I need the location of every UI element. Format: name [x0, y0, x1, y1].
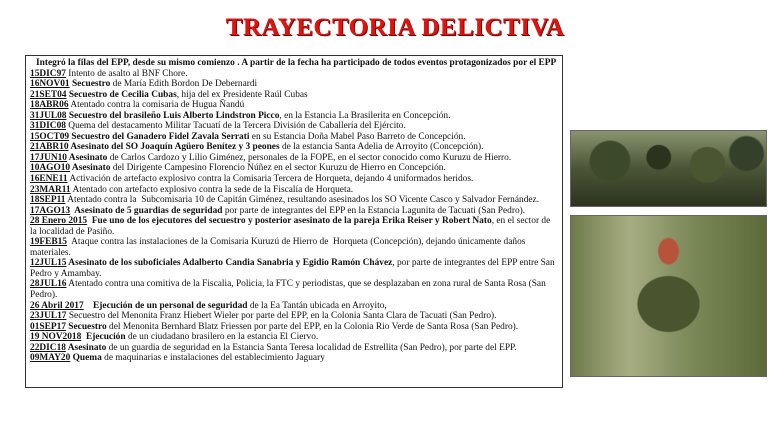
timeline-entry	[30, 343, 558, 354]
entry-text: por parte de integrantes del EPP en la Estancia Lagunita de Tacuati (San Pedro).	[222, 205, 526, 216]
entry-date: 15OCT09	[30, 131, 70, 142]
timeline-entry	[30, 185, 558, 196]
entry-date: 23MAR11	[30, 184, 71, 195]
entry-highlight: Quema	[70, 353, 102, 364]
timeline-box	[25, 55, 563, 388]
entry-text: Atentado contra la Subcomisaria 10 de Capitán Giménez, resultando asesinados los SO Vicente Casco y Salvador Fernández.	[65, 195, 540, 206]
entry-highlight: Secuestro	[69, 79, 111, 90]
entry-highlight: Ejecución de un personal de seguridad	[83, 300, 248, 311]
entry-text: , en el sector de la localidad de Pasiño.	[30, 216, 553, 237]
entry-date: 22DIC18	[30, 342, 66, 353]
entry-text: , en la Estancia La Brasilerita en Concepción.	[279, 110, 451, 121]
entry-text: de la Ea Tantán ubicada en Arroyito,	[247, 300, 387, 311]
timeline-entry	[30, 353, 558, 364]
entry-date: 26 Abril 2017	[30, 300, 84, 311]
entry-text: Atentado con artefacto explosivo contra la sede de la Fiscalía de Horqueta.	[70, 184, 354, 195]
timeline-entry	[30, 279, 558, 300]
entry-highlight: Asesinato	[66, 152, 108, 163]
entry-date: 12JUL15	[30, 258, 67, 269]
entry-text: Atentado contra la comisaria de Hugua Ñandú	[68, 100, 245, 111]
entry-date: 01SEP17	[30, 321, 66, 332]
entry-highlight: Secuestro del brasileño Luis Alberto Lindstron Picco	[66, 110, 280, 121]
timeline-entry	[30, 332, 558, 343]
timeline-entry	[30, 79, 558, 90]
entry-date: 23JUL17	[30, 311, 67, 322]
portrait-photo	[570, 215, 767, 377]
entry-highlight: Secuestro del Ganadero Fidel Zavala Serrati	[69, 131, 250, 142]
entry-date: 21ABR10	[30, 142, 69, 153]
entry-date: 18SEP11	[30, 195, 66, 206]
timeline-entry	[30, 216, 558, 237]
timeline-entry	[30, 153, 558, 164]
entry-text: de un guardia de seguridad en la Estancia Santa Teresa localidad de Estrellita (San Pedro), por parte del EPP.	[106, 342, 517, 353]
entry-date: 28 Enero 2015	[30, 216, 88, 227]
group-photo	[570, 130, 767, 207]
entry-text: de maquinarias e instalaciones del establecimiento Jaguary	[101, 353, 325, 364]
timeline-entry	[30, 206, 558, 217]
entry-date: 17AGO13	[30, 205, 71, 216]
entry-text: de Carlos Cardozo y Lilio Giménez, personales de la FOPE, en el sector conocido como Kuruzu de Hierro.	[107, 152, 512, 163]
page-title: TRAYECTORIA DELICTIVA	[225, 14, 565, 41]
entry-text: Ataque contra las instalaciones de la Comisaria Kuruzú de Hierro de Horqueta (Concepción), dejando únicamente daños materiales.	[30, 237, 528, 258]
entry-date: 31JUL08	[30, 110, 67, 121]
timeline-entry	[30, 69, 558, 80]
entry-text: Secuestro del Menonita Franz Hiebert Wieler por parte del EPP, en la Colonia Santa Clara de Tacuati (San Pedro).	[66, 311, 497, 322]
entry-date: 15DIC97	[30, 68, 66, 79]
timeline-entry	[30, 132, 558, 143]
entry-date: 19FEB15	[30, 237, 67, 248]
timeline-entry	[30, 142, 558, 153]
entry-highlight: Asesinato del SO Joaquín Agüero Benítez y 3 peones	[68, 142, 280, 153]
entry-highlight: Asesinato de 5 guardias de seguridad	[70, 205, 223, 216]
timeline-entry	[30, 301, 558, 312]
entry-text: de un ciudadano brasilero en la estancia El Ciervo.	[125, 332, 319, 343]
entry-highlight: Secuestro	[65, 321, 107, 332]
entry-highlight: Secuestro de Cecilia Cubas	[66, 89, 177, 100]
timeline-list	[30, 69, 558, 364]
entry-text: de la estancia Santa Adelia de Arroyito (Concepción).	[279, 142, 484, 153]
entry-text: de María Edith Bordon De Debernardi	[110, 79, 258, 90]
entry-date: 10AGO10	[30, 163, 71, 174]
entry-highlight: Asesinato	[65, 342, 107, 353]
entry-text: Activación de artefacto explosivo contra la Comisaria Tercera de Horqueta, dejando 4 uniformados heridos.	[67, 174, 474, 185]
entry-date: 28JUL16	[30, 279, 67, 290]
entry-highlight: Asesinato	[70, 163, 111, 174]
timeline-entry	[30, 90, 558, 101]
entry-text: del Dirigente Campesino Florencio Núñez en el sector Kuruzu de Hierro en Concepción.	[110, 163, 446, 174]
timeline-entry	[30, 163, 558, 174]
entry-text: , hija del ex Presidente Raúl Cubas	[176, 89, 308, 100]
entry-highlight: Ejecución	[81, 332, 126, 343]
entry-date: 21SET04	[30, 89, 67, 100]
entry-text: Quema del destacamento Militar Tacuatí de la Tercera División de Caballería del Ejército.	[65, 121, 406, 132]
timeline-entry	[30, 322, 558, 333]
timeline-entry	[30, 111, 558, 122]
entry-date: 09MAY20	[30, 353, 71, 364]
entry-text: del Menonita Bernhard Blatz Friessen por parte del EPP, en la Colonia Rio Verde de Santa Rosa (San Pedro).	[106, 321, 519, 332]
timeline-entry	[30, 174, 558, 185]
entry-highlight: Asesinato de los suboficiales Adalberto Candia Sanabria y Egidio Ramón Chávez	[66, 258, 393, 269]
entry-text: Intento de asalto al BNF Chore.	[65, 68, 188, 79]
entry-highlight: Fue uno de los ejecutores del secuestro y posterior asesinato de la pareja Erika Reiser y Robert Nato	[87, 216, 492, 227]
entry-text: Atentado contra una comitiva de la Fiscalia, Policia, la FTC y periodistas, que se desplazaban en zona rural de Santa Rosa (San Pedro).	[30, 279, 549, 301]
entry-date: 16NOV01	[30, 79, 70, 90]
entry-text: en su Estancia Doña Mabel Paso Barreto de Concepción.	[249, 131, 466, 142]
timeline-entry	[30, 195, 558, 206]
timeline-entry	[30, 237, 558, 258]
timeline-entry	[30, 100, 558, 111]
entry-date: 19 NOV2018	[30, 332, 82, 343]
timeline-entry	[30, 121, 558, 132]
timeline-entry	[30, 311, 558, 322]
entry-date: 31DIC08	[30, 121, 66, 132]
timeline-entry	[30, 258, 558, 279]
entry-date: 17JUN10	[30, 152, 67, 163]
intro-text: Integró la filas del EPP, desde su mismo comienzo . A partir de la fecha ha participado de todos eventos protagonizados por el EPP	[36, 58, 557, 68]
entry-date: 16ENE11	[30, 174, 68, 185]
entry-text: , por parte de integrantes del EPP entre San Pedro y Amambay.	[30, 258, 558, 279]
entry-date: 18ABR06	[30, 100, 69, 111]
